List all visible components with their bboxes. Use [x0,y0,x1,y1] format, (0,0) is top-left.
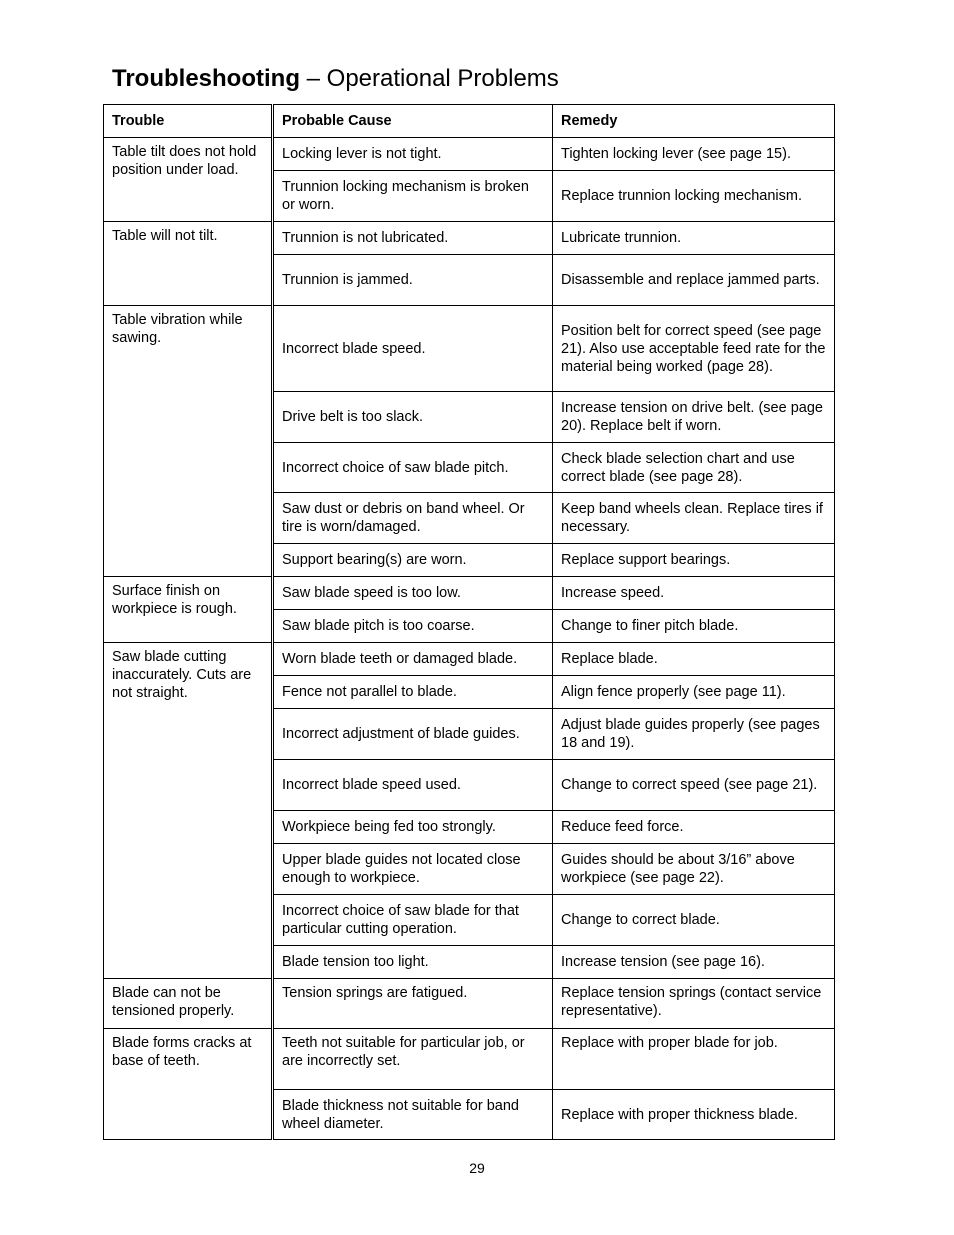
cause-cell: Locking lever is not tight. [273,138,553,171]
header-row [104,105,835,138]
cause-cell: Workpiece being fed too strongly. [273,811,553,844]
header-trouble: Trouble [104,105,273,138]
trouble-cell: Saw blade cutting inaccurately. Cuts are not straight. [104,643,273,979]
cause-cell: Trunnion locking mechanism is broken or worn. [273,171,553,222]
cause-cell: Fence not parallel to blade. [273,676,553,709]
cause-cell: Tension springs are fatigued. [273,979,553,1029]
remedy-cell: Replace with proper thickness blade. [553,1090,835,1140]
table-row [104,1029,835,1090]
cause-cell: Trunnion is jammed. [273,255,553,306]
cause-cell: Trunnion is not lubricated. [273,222,553,255]
remedy-cell: Keep band wheels clean. Replace tires if necessary. [553,493,835,544]
title-bold: Troubleshooting [112,65,300,92]
trouble-cell: Table will not tilt. [104,222,273,306]
table-body [104,138,835,1140]
remedy-cell: Reduce feed force. [553,811,835,844]
remedy-cell: Tighten locking lever (see page 15). [553,138,835,171]
remedy-cell: Replace tension springs (contact service representative). [553,979,835,1029]
remedy-cell: Guides should be about 3/16” above workpiece (see page 22). [553,844,835,895]
remedy-cell: Change to correct blade. [553,895,835,946]
header-remedy: Remedy [553,105,835,138]
cause-cell: Upper blade guides not located close enough to workpiece. [273,844,553,895]
remedy-cell: Check blade selection chart and use correct blade (see page 28). [553,443,835,493]
page-title [112,62,559,96]
cause-cell: Incorrect choice of saw blade pitch. [273,443,553,493]
table-row [104,222,835,255]
trouble-cell: Blade forms cracks at base of teeth. [104,1029,273,1140]
remedy-cell: Increase tension on drive belt. (see page 20). Replace belt if worn. [553,392,835,443]
cause-cell: Blade tension too light. [273,946,553,979]
table-row [104,138,835,171]
cause-cell: Saw blade pitch is too coarse. [273,610,553,643]
trouble-cell: Blade can not be tensioned properly. [104,979,273,1029]
remedy-cell: Replace blade. [553,643,835,676]
table-row [104,979,835,1029]
cause-cell: Saw dust or debris on band wheel. Or tire is worn/damaged. [273,493,553,544]
trouble-cell: Table tilt does not hold position under load. [104,138,273,222]
remedy-cell: Replace with proper blade for job. [553,1029,835,1090]
title-rest: – Operational Problems [299,65,559,92]
table-row [104,643,835,676]
remedy-cell: Lubricate trunnion. [553,222,835,255]
remedy-cell: Replace support bearings. [553,544,835,577]
remedy-cell: Adjust blade guides properly (see pages 18 and 19). [553,709,835,760]
cause-cell: Worn blade teeth or damaged blade. [273,643,553,676]
cause-cell: Incorrect blade speed. [273,306,553,392]
cause-cell: Blade thickness not suitable for band wheel diameter. [273,1090,553,1140]
remedy-cell: Replace trunnion locking mechanism. [553,171,835,222]
header-cause: Probable Cause [273,105,553,138]
remedy-cell: Align fence properly (see page 11). [553,676,835,709]
remedy-cell: Disassemble and replace jammed parts. [553,255,835,306]
remedy-cell: Position belt for correct speed (see page 21). Also use acceptable feed rate for the material being worked (page 28). [553,306,835,392]
cause-cell: Drive belt is too slack. [273,392,553,443]
troubleshooting-table [103,104,835,1140]
trouble-cell: Surface finish on workpiece is rough. [104,577,273,643]
trouble-cell: Table vibration while sawing. [104,306,273,577]
page-number: 29 [469,1160,485,1176]
cause-cell: Saw blade speed is too low. [273,577,553,610]
cause-cell: Incorrect adjustment of blade guides. [273,709,553,760]
remedy-cell: Change to finer pitch blade. [553,610,835,643]
table-row [104,577,835,610]
cause-cell: Incorrect choice of saw blade for that particular cutting operation. [273,895,553,946]
cause-cell: Incorrect blade speed used. [273,760,553,811]
cause-cell: Support bearing(s) are worn. [273,544,553,577]
remedy-cell: Increase tension (see page 16). [553,946,835,979]
remedy-cell: Increase speed. [553,577,835,610]
cause-cell: Teeth not suitable for particular job, or are incorrectly set. [273,1029,553,1090]
table-row [104,306,835,392]
remedy-cell: Change to correct speed (see page 21). [553,760,835,811]
